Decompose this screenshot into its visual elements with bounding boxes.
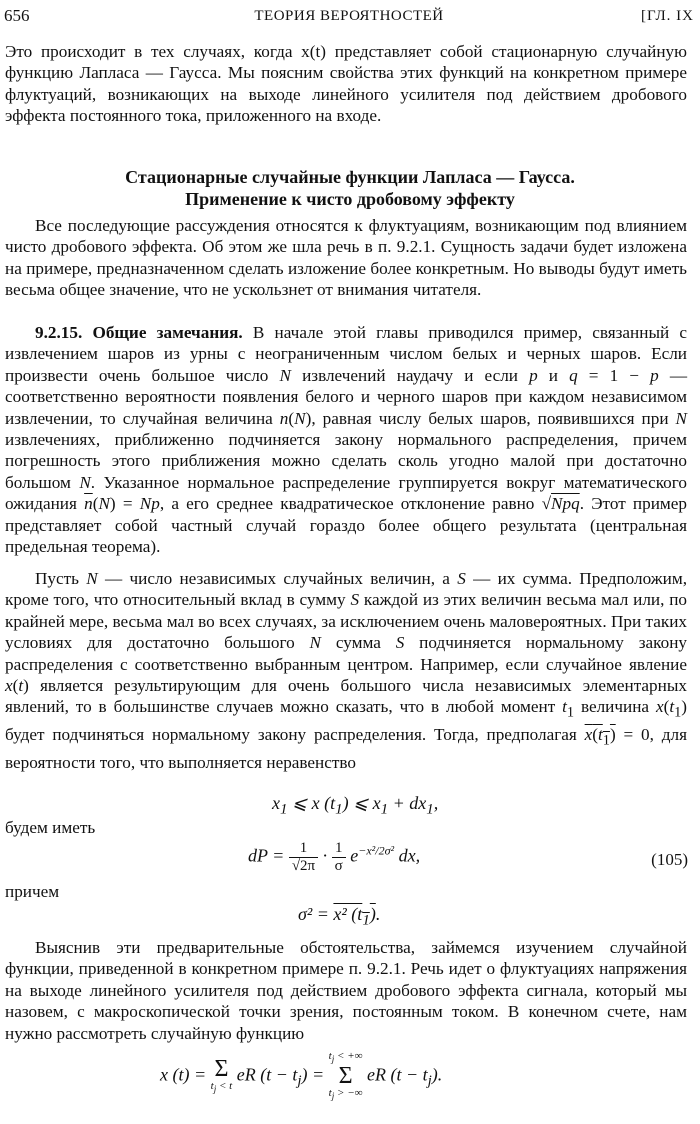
equation-number: (105): [651, 850, 688, 869]
running-title: ТЕОРИЯ ВЕРОЯТНОСТЕЙ: [254, 8, 444, 24]
label-will-have: будем иметь: [5, 818, 96, 837]
inequality-formula: $x_1$ ⩽ x $(t_1)$ ⩽ $x_1 + dx_1$,: [272, 793, 439, 818]
shot-effect-paragraph: Все последующие рассуждения относятся к флуктуациям, возникающим под влиянием чисто дробового эффекта. Об этом же шла речь в п. 9.2.1. Сущность задачи будет изложена на примере, предназначенном сделать изложение более конкретным. Но выводы будут иметь весьма общее значение, что не ускользнет от внимания читателя.: [5, 216, 687, 300]
running-header: [4, 6, 694, 30]
subsection-9-2-15: 9.2.15. Общие замечания. В начале этой главы приводился пример, связанный с извлечением шаров из урны с неограниченным числом белых и черных шаров. Если произвести очень большое число N извлечений наудачу и если p и q = 1 − p — соответственно вероятности появления белого и черного шаров при каждом независимом извлечении, то случайная величина n(N), равная числу белых шаров, появившихся при N извлечениях, приближенно подчиняется закону нормального распределения, причем погрешность этого приближения можно сделать сколь угодно малой при достаточно большом N. Указанное нормальное распределение группируется вокруг математического ожидания $\overline{n}(N) = Np$, а его среднее квадратическое отклонение равно √Npq. Этот пример представляет собой частный случай гораздо более общего результата (центральная предельная теорема).: [5, 323, 688, 557]
final-paragraph: Выяснив эти предварительные обстоятельства, займемся изучением случайной функции, приведенной в конкретном примере п. 9.2.1. Речь идет о флуктуациях напряжения на выходе линейного усилителя под действием дробового эффекта сигнала, который мы назовем, с макроскопической точки зрения, постоянным током. В конечном счете, нам нужно рассмотреть случайную функцию: [5, 938, 687, 1043]
central-limit-paragraph: Пусть N — число независимых случайных величин, а S — их сумма. Предположим, кроме того, что относительный вклад в сумму S каждой из этих величин весьма мал или, по крайней мере, весьма мал во всех случаях, за исключением очень маловероятных. При таких условиях для достаточно большого N сумма S подчиняется нормальному закону распределения с соответственно выбранным центром. Например, если случайное явление x(t) является результирующим для очень большого числа независимых элементарных явлений, то в большинстве случаев можно сказать, что в любой момент $t_1$ величина $x(t_1)$ будет подчиняться нормальному закону распределения. Тогда, предполагая $x(t_1) = 0$, для вероятности того, что выполняется неравенство: [5, 569, 688, 773]
section-title: Стационарные случайные функции Лапласа — Гаусса. Применение к чисто дробовому эффекту: [125, 167, 575, 209]
label-where: причем: [5, 882, 60, 901]
sum-formula: x (t) = Σ $t_j < t$ eR $(t - t_j)$ = $t_j$ < +∞ Σ $t_j$ > −∞ eR $(t - t_j)$.: [160, 1050, 443, 1102]
variance-formula: σ² = x² $(t_1)$.: [298, 904, 381, 929]
probability-formula: dP = $\frac{1}{√2\pi}$ · $\frac{1}{\sigma}$ $e^{-x^2/2\sigma^2}$ dx,: [248, 840, 421, 874]
subsection-heading: Общие замечания.: [92, 323, 243, 342]
chapter-label: [ГЛ. IX: [640, 8, 694, 24]
subsection-number: 9.2.15.: [35, 323, 83, 342]
intro-paragraph: Это происходит в тех случаях, когда x(t) представляет собой стационарную случайную функцию Лапласа — Гаусса. Мы поясним свойства этих функций на конкретном примере флуктуаций, возникающих на выходе линейного усилителя под действием дробового эффекта постоянного тока, приложенного на входе.: [5, 42, 687, 126]
page-number: 656: [4, 6, 30, 25]
